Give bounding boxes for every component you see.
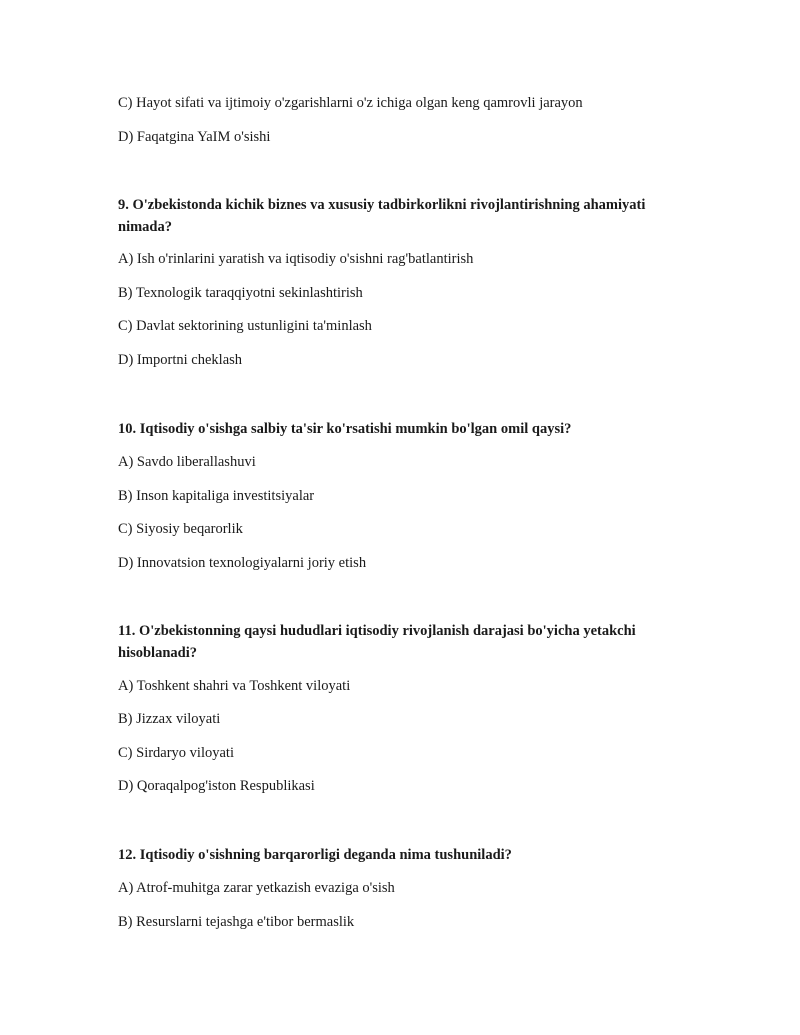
option-d: D) Faqatgina YaIM o'sishi <box>118 129 271 145</box>
question-title: 11. O'zbekistonning qaysi hududlari iqtisodiy rivojlanish darajasi bo'yicha yetakchi hisoblanadi? <box>118 623 636 661</box>
option-a: A) Atrof-muhitga zarar yetkazish evaziga o'sish <box>118 880 395 896</box>
question-title: 10. Iqtisodiy o'sishga salbiy ta'sir ko'rsatishi mumkin bo'lgan omil qaysi? <box>118 421 572 437</box>
option-c: C) Hayot sifati va ijtimoiy o'zgarishlarni o'z ichiga olgan keng qamrovli jarayon <box>118 95 583 111</box>
option-b: B) Texnologik taraqqiyotni sekinlashtirish <box>118 285 363 301</box>
option-d: D) Innovatsion texnologiyalarni joriy etish <box>118 555 367 571</box>
option-d: D) Qoraqalpog'iston Respublikasi <box>118 778 315 794</box>
option-b: B) Inson kapitaliga investitsiyalar <box>118 488 315 504</box>
question-title: 12. Iqtisodiy o'sishning barqarorligi deganda nima tushuniladi? <box>118 847 512 863</box>
option-c: C) Davlat sektorining ustunligini ta'minlash <box>118 318 372 334</box>
option-c: C) Sirdaryo viloyati <box>118 745 234 761</box>
option-a: A) Savdo liberallashuvi <box>118 454 256 470</box>
option-a: A) Toshkent shahri va Toshkent viloyati <box>118 678 351 694</box>
option-d: D) Importni cheklash <box>118 352 243 368</box>
question-title: 9. O'zbekistonda kichik biznes va xususiy tadbirkorlikni rivojlantirishning ahamiyati nimada? <box>118 197 646 235</box>
option-b: B) Resurslarni tejashga e'tibor bermaslik <box>118 914 355 930</box>
option-b: B) Jizzax viloyati <box>118 711 221 727</box>
option-a: A) Ish o'rinlarini yaratish va iqtisodiy o'sishni rag'batlantirish <box>118 251 474 267</box>
option-c: C) Siyosiy beqarorlik <box>118 521 243 537</box>
